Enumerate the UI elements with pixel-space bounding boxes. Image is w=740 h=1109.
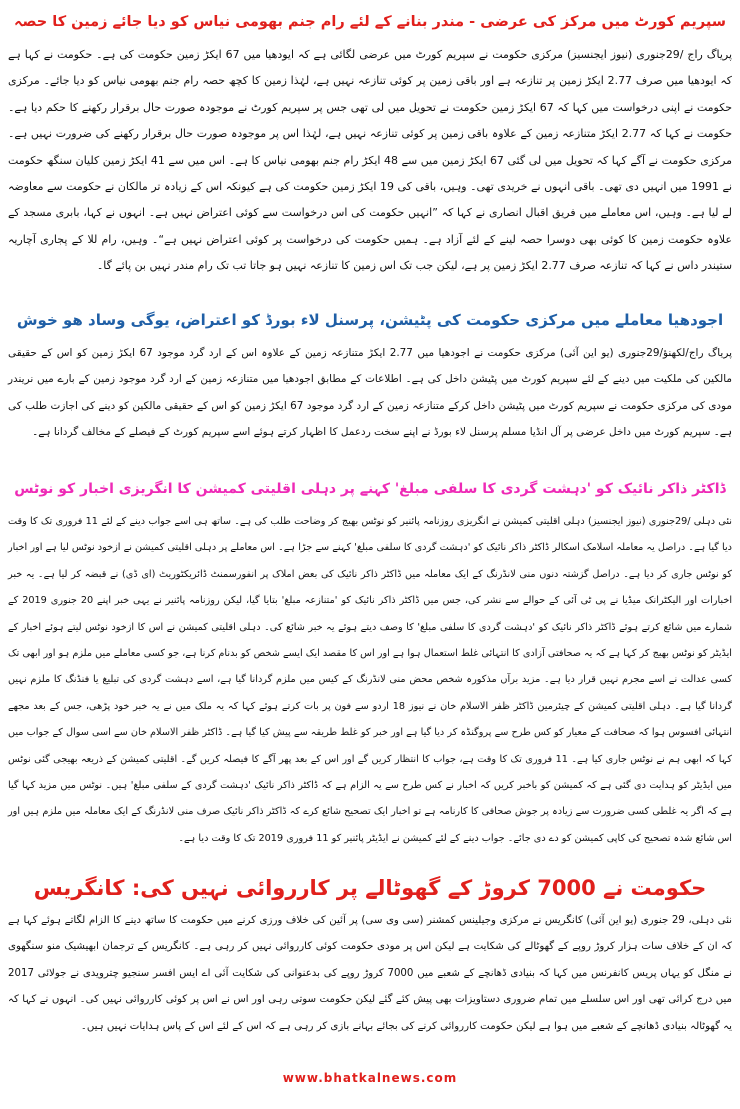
article-headline: اجودھیا معاملے میں مرکزی حکومت کی پٹیشن، پرسنل لاء بورڈ کو اعتراض، یوگی وساد ھو خوش [16, 311, 724, 329]
article-headline: سپریم کورٹ میں مرکز کی عرضی - مندر بنانے کے لئے رام جنم بھومی نیاس کو دیا جائے زمین کا حصہ [13, 14, 727, 30]
article-headline: حکومت نے 7000 کروڑ کے گھوٹالے پر کارروائی نہیں کی: کانگریس [33, 876, 707, 900]
article-body: نئی دہلی، 29 جنوری (یو این آئی) کانگریس نے مرکزی وجیلینس کمشنر (سی وی سی) پر آئین کی خلاف ورزی کرنے میں حکومت کا ساتھ دینے کا الزام لگاتے ہوئے کہا ہے کہ ان کے خلاف سات ہزار کروڑ روپے کے گھوٹالے کی شکایت ہے لیکن اس پر مودی حکومت کوئی کارروائی نہیں کر رہی ہے۔ کانگریس کے ترجمان ابھیشیک منو سنگھوی نے منگل کو یہاں پریس کانفرنس میں کہا کہ بنیادی ڈھانچے کے شعبے میں 7000 کروڑ روپے کی بدعنوانی کی شکایت آئی اے ایس افسر سنجیو چترویدی نے جولائی 2017 میں درج کرائی تھی اور اس سلسلے میں تمام ضروری دستاویزات بھی پیش کئے گئے لیکن حکومت سوتی رہی اور اس نے اس پر کوئی کارروائی نہیں کی۔ انہوں نے کہا کہ یہ گھوٹالہ بنیادی ڈھانچے کے شعبے میں ہوا ہے لیکن حکومت کارروائی کرنے کی بجائے بہانے بازی کر رہی ہے کہ اس کے لئے اس کے پاس ہدایات نہیں ہیں۔ [8, 915, 733, 1032]
article-body: پریاگ راج/لکھنؤ/29جنوری (یو این آئی) مرکزی حکومت نے اجودھیا میں 2.77 ایکڑ متنازعہ زمین کے علاوہ اس کے ارد گرد موجود 67 ایکڑ زمین کو اس کے حقیقی مالکین کی ملکیت میں دینے کے لئے سپریم کورٹ میں پٹیشن داخل کی ہے۔ اطلاعات کے مطابق اجودھیا میں متنازعہ زمین کے ارد گرد موجود زمین کے بارے میں نریندر مودی کی مرکزی حکومت نے سپریم کورٹ میں پٹیشن داخل کرکے متنازعہ زمین کے ارد گرد موجود 67 ایکڑ زمین کو اس کے حقیقی مالکین کو دینے کی اجازت طلب کی ہے۔ سپریم کورٹ میں داخل عرضی پر آل انڈیا مسلم پرسنل لاء بورڈ نے اپنے سخت ردعمل کا اظہار کرتے ہوئے اسے سپریم کورٹ کے فیصلے کے مخالف گردانا ہے۔ [8, 347, 733, 439]
article-ram-janambhoomi [6, 2, 734, 280]
article-ayodhya-petition [6, 300, 734, 446]
article-zakir-naik-notice [6, 469, 734, 852]
article-body: نئی دہلی /29جنوری (نیوز ایجنسیز) دہلی اقلیتی کمیشن نے انگریزی روزنامہ پائنیر کو نوٹس بھیج کر وضاحت طلب کی ہے۔ ساتھ ہی اسے جواب دینے کے لئے 11 فروری تک کا وقت دیا گیا ہے۔ دراصل یہ معاملہ اسلامک اسکالر ڈاکٹر ذاکر نائیک کو 'دہشت گردی کا سلفی مبلغ' کہنے سے جڑا ہے۔ اس معاملے پر دہلی اقلیتی کمیشن نے ازخود نوٹس لیا ہے اور اخبار کو نوٹس جاری کر دیا ہے۔ دراصل گزشتہ دنوں منی لانڈرنگ کے ایک معاملہ میں ڈاکٹر ذاکر نائیک کی بعض املاک پر انفورسمنٹ ڈائریکٹوریٹ (ای ڈی) نے قبضہ کر لیا ہے۔ یہ خبر اخبارات اور الیکٹرانک میڈیا نے پی ٹی آئی کے حوالے سے نشر کی، جس میں ڈاکٹر ذاکر نائیک کو 'متنازعہ مبلغ' بتایا گیا، لیکن روزنامہ پائنیر نے یہی خبر اپنے 20 جنوری 2019 کے شمارے میں شائع کرتے ہوئے ڈاکٹر ذاکر نائیک کو 'دہشت گردی کا سلفی مبلغ' کا وصف دیتے ہوئے یہ خبر شائع کی۔ دہلی اقلیتی کمیشن نے اس کا ازخود نوٹس لیتے ہوئے اخبار کے ایڈیٹر کو نوٹس بھیج کر کہا ہے کہ یہ صحافتی آزادی کا انتہائی غلط استعمال ہوا ہے اور اس کا مقصد ایک ایسے شخص کو بدنام کرنا ہے، جو کسی معاملے میں ملزم ہو اور ابھی تک کسی عدالت نے اسے مجرم نہیں قرار دیا ہے۔ مزید برآں مذکورہ شخص محض منی لانڈرنگ کے کیس میں ملزم گردانا گیا ہے، اسے دہشت گردی کی تبلیغ یا فنڈنگ کا ملزم نہیں گردانا گیا ہے۔ دہلی اقلیتی کمیشن کے چیئرمین ڈاکٹر ظفر الاسلام خان نے نیوز 18 اردو سے فون پر بات کرتے ہوئے کہا کہ یہ ملک میں نے یہ خبر خود پڑھی، جس کے بعد مجھے انتہائی افسوس ہوا کہ صحافت کے معیار کو کس طرح سے پروگنڈہ کر دیا گیا ہے اور خبر کو غلط طریقہ سے پیش کیا گیا ہے۔ ڈاکٹر ظفر الاسلام خان سے اسی سوال کے جواب میں کہا کہ ابھی ہم نے نوٹس جاری کیا ہے۔ 11 فروری تک کا وقت ہے، جواب کا انتظار کریں گے اور اس کے بعد پھر آگے کا فیصلہ کریں گے۔ اقلیتی کمیشن کے ذریعہ بھیجی گئی نوٹس میں ایڈیٹر کو ہدایت دی گئی ہے کہ کمیشن کو باخبر کریں کہ اخبار نے کس طرح سے یہ الزام ہے کہ ڈاکٹر ذاکر نائیک 'دہشت گردی کے سلفی مبلغ' ہیں۔ نوٹس میں مزید کہا گیا ہے کہ اگر یہ غلطی کسی ضرورت سے زیادہ پر جوش صحافی کا کارنامہ ہے تو اخبار ایک تصحیح شائع کرے کہ ڈاکٹر ذاکر نائیک صرف منی لانڈرنگ کے ایک معاملہ میں ملزم ہیں اور اس شائع شدہ تصحیح کی کاپی کمیشن کو دے دی جائے۔ جواب دینے کے لئے کمیشن نے ایڈیٹر پائنیر کو 11 فروری 2019 تک کا وقت دیا ہے۔ [8, 516, 733, 844]
article-body: پریاگ راج /29جنوری (نیوز ایجنسیز) مرکزی حکومت نے سپریم کورٹ میں عرضی لگائی ہے کہ ایودھیا میں 67 ایکڑ زمین حکومت کی ہے۔ حکومت نے کہا ہے کہ ایودھیا میں صرف 2.77 ایکڑ زمین پر تنازعہ ہے اور باقی زمین پر کوئی تنازعہ نہیں ہے، لہٰذا زمین کا کچھ حصہ رام جنم بھومی نیاس کو دیا جائے۔ مرکزی حکومت نے اپنی درخواست میں کہا کہ 67 ایکڑ زمین حکومت نے تحویل میں لی تھی جس پر سپریم کورٹ نے موجودہ صورت حال برقرار رکھنے کا حکم دیا ہے۔ حکومت نے کہا کہ 2.77 ایکڑ متنازعہ زمین کے علاوہ باقی زمین پر کوئی تنازعہ نہیں ہے، لہٰذا اس پر موجودہ صورت حال برقرار رکھنے کی ضرورت نہیں ہے۔ مرکزی حکومت نے آگے کہا کہ تحویل میں لی گئی 67 ایکڑ زمین میں سے 48 ایکڑ رام جنم بھومی نیاس کا ہے۔ اس میں سے 41 ایکڑ زمین کلیان سنگھ حکومت نے 1991 میں انہیں دی تھی۔ باقی انہوں نے خریدی تھی۔ وہیں، باقی کی 19 ایکڑ زمین حکومت کی ہے کیونکہ اس کے زیادہ تر مالکان نے حکومت سے معاوضہ لے لیا ہے۔ وہیں، اس معاملے میں فریق اقبال انصاری نے کہا کہ ”انہیں حکومت کی اس درخواست سے کوئی اعتراض نہیں ہے۔ انہوں نے کہا، بابری مسجد کے علاوہ حکومت زمین کا کوئی بھی دوسرا حصہ لینے کے لئے آزاد ہے۔ ہمیں حکومت کی درخواست پر کوئی اعتراض نہیں ہے“۔ وہیں، رام للا کے پجاری آچاریہ ستیندر داس نے کہا کہ تنازعہ صرف 2.77 ایکڑ زمین پر ہے، لیکن جب تک اس زمین کا تنازعہ نہیں ہو جاتا تب تک رام مندر نہیں بن پائے گا۔ [8, 48, 733, 273]
article-headline: ڈاکٹر ذاکر نائیک کو 'دہشت گردی کا سلفی مبلغ' کہنے پر دہلی اقلیتی کمیشن کا انگریزی اخبار کو نوٹس [14, 481, 726, 497]
website-footer: www.bhatkalnews.com [282, 1071, 458, 1085]
article-congress-scam [6, 868, 734, 1040]
